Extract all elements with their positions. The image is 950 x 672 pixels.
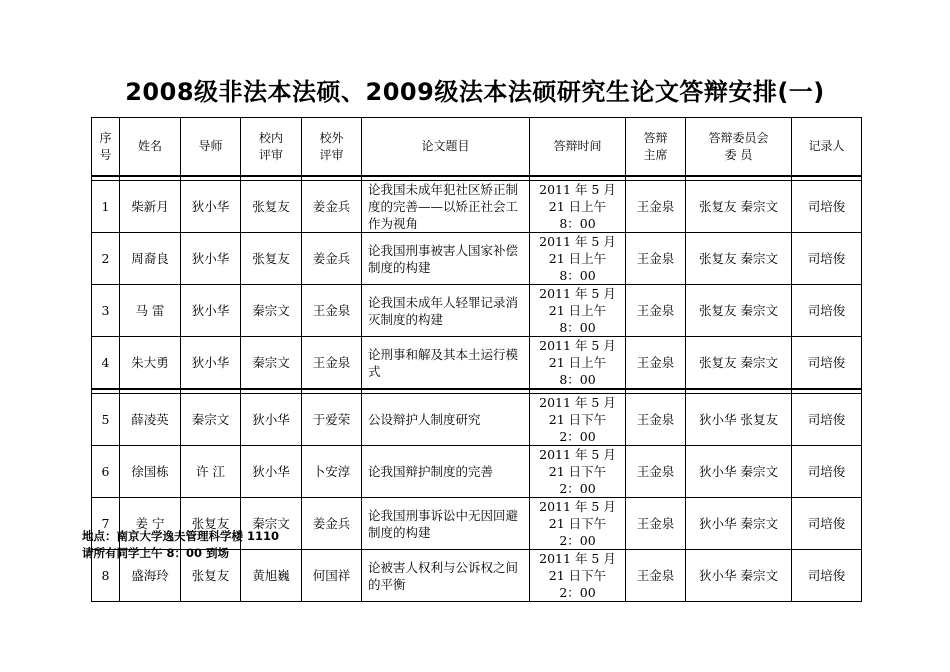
header-internal xyxy=(241,118,302,177)
cell-topic: 论我国刑事被害人国家补偿制度的构建 xyxy=(362,233,530,285)
cell-no: 2 xyxy=(92,233,120,285)
cell-advisor: 许 江 xyxy=(181,446,241,498)
cell-name: 朱大勇 xyxy=(120,337,181,390)
cell-committee: 张复友 秦宗文 xyxy=(686,181,792,233)
footer-note: 请所有同学上午 8：00 到场 xyxy=(82,546,230,560)
cell-internal: 秦宗文 xyxy=(241,498,302,550)
cell-external: 王金泉 xyxy=(302,337,362,390)
cell-topic: 公设辩护人制度研究 xyxy=(362,394,530,446)
cell-external: 姜金兵 xyxy=(302,181,362,233)
cell-time: 2011 年 5 月 21 日下午 2：00 xyxy=(530,394,626,446)
cell-no: 8 xyxy=(92,550,120,602)
cell-advisor: 狄小华 xyxy=(181,337,241,390)
footer-location: 地点：南京大学逸夫管理科学楼 1110 xyxy=(82,529,280,543)
cell-recorder: 司培俊 xyxy=(792,498,862,550)
cell-time: 2011 年 5 月 21 日下午 2：00 xyxy=(530,446,626,498)
cell-external: 卜安淳 xyxy=(302,446,362,498)
cell-recorder: 司培俊 xyxy=(792,550,862,602)
cell-no: 1 xyxy=(92,181,120,233)
cell-recorder: 司培俊 xyxy=(792,233,862,285)
page-title: 2008级非法本法硕、2009级法本法硕研究生论文答辩安排(一) xyxy=(125,78,825,106)
cell-external: 姜金兵 xyxy=(302,233,362,285)
cell-recorder: 司培俊 xyxy=(792,181,862,233)
cell-committee: 狄小华 秦宗文 xyxy=(686,498,792,550)
cell-topic: 论被害人权利与公诉权之间的平衡 xyxy=(362,550,530,602)
header-time: 答辩时间 xyxy=(530,118,626,177)
cell-chair: 王金泉 xyxy=(626,446,686,498)
cell-chair: 王金泉 xyxy=(626,394,686,446)
cell-name: 盛海玲 xyxy=(120,550,181,602)
cell-recorder: 司培俊 xyxy=(792,394,862,446)
cell-name: 柴新月 xyxy=(120,181,181,233)
cell-chair: 王金泉 xyxy=(626,285,686,337)
cell-no: 6 xyxy=(92,446,120,498)
cell-committee: 狄小华 秦宗文 xyxy=(686,446,792,498)
header-topic: 论文题目 xyxy=(362,118,530,177)
cell-no: 4 xyxy=(92,337,120,390)
cell-internal: 秦宗文 xyxy=(241,337,302,390)
cell-time: 2011 年 5 月 21 日上午 8：00 xyxy=(530,233,626,285)
cell-name: 薛凌英 xyxy=(120,394,181,446)
cell-advisor: 张复友 xyxy=(181,550,241,602)
cell-time: 2011 年 5 月 21 日上午 8：00 xyxy=(530,337,626,390)
cell-chair: 王金泉 xyxy=(626,233,686,285)
cell-advisor: 秦宗文 xyxy=(181,394,241,446)
cell-time: 2011 年 5 月 21 日上午 8：00 xyxy=(530,181,626,233)
cell-committee: 张复友 秦宗文 xyxy=(686,285,792,337)
header-committee xyxy=(686,118,792,177)
cell-internal: 张复友 xyxy=(241,181,302,233)
cell-name: 周裔良 xyxy=(120,233,181,285)
cell-advisor: 狄小华 xyxy=(181,285,241,337)
table-row xyxy=(92,285,862,337)
cell-recorder: 司培俊 xyxy=(792,446,862,498)
cell-committee: 张复友 秦宗文 xyxy=(686,337,792,390)
table-row xyxy=(92,233,862,285)
header-name: 姓名 xyxy=(120,118,181,177)
cell-advisor: 狄小华 xyxy=(181,181,241,233)
cell-time: 2011 年 5 月 21 日下午 2：00 xyxy=(530,550,626,602)
cell-committee: 张复友 秦宗文 xyxy=(686,233,792,285)
cell-name: 徐国栋 xyxy=(120,446,181,498)
cell-advisor: 张复友 xyxy=(181,498,241,550)
cell-no: 3 xyxy=(92,285,120,337)
header-row xyxy=(92,118,862,177)
cell-topic: 论我国刑事诉讼中无因回避制度的构建 xyxy=(362,498,530,550)
header-chair-text: 答辩 主席 xyxy=(643,130,668,162)
header-external-text: 校外 评审 xyxy=(319,130,344,162)
cell-topic: 论我国未成年人轻罪记录消灭制度的构建 xyxy=(362,285,530,337)
cell-external: 于爱荣 xyxy=(302,394,362,446)
cell-recorder: 司培俊 xyxy=(792,285,862,337)
header-no xyxy=(92,118,120,177)
cell-time: 2011 年 5 月 21 日上午 8：00 xyxy=(530,285,626,337)
cell-no: 5 xyxy=(92,394,120,446)
header-external xyxy=(302,118,362,177)
cell-topic: 论我国辩护制度的完善 xyxy=(362,446,530,498)
header-recorder: 记录人 xyxy=(792,118,862,177)
cell-topic: 论刑事和解及其本土运行模式 xyxy=(362,337,530,390)
header-no-text: 序 号 xyxy=(99,130,112,162)
table-row xyxy=(92,337,862,390)
cell-chair: 王金泉 xyxy=(626,181,686,233)
cell-topic: 论我国未成年犯社区矫正制度的完善——以矫正社会工作为视角 xyxy=(362,181,530,233)
cell-advisor: 狄小华 xyxy=(181,233,241,285)
header-committee-text: 答辩委员会 委 员 xyxy=(708,130,769,162)
cell-internal: 张复友 xyxy=(241,233,302,285)
cell-chair: 王金泉 xyxy=(626,337,686,390)
cell-chair: 王金泉 xyxy=(626,550,686,602)
cell-recorder: 司培俊 xyxy=(792,337,862,390)
cell-external: 姜金兵 xyxy=(302,498,362,550)
header-advisor: 导师 xyxy=(181,118,241,177)
header-chair xyxy=(626,118,686,177)
cell-committee: 狄小华 秦宗文 xyxy=(686,550,792,602)
cell-no: 7 xyxy=(92,498,120,550)
cell-name: 姜 宁 xyxy=(120,498,181,550)
cell-name: 马 雷 xyxy=(120,285,181,337)
cell-external: 何国祥 xyxy=(302,550,362,602)
cell-internal: 秦宗文 xyxy=(241,285,302,337)
cell-committee: 狄小华 张复友 xyxy=(686,394,792,446)
cell-chair: 王金泉 xyxy=(626,498,686,550)
cell-time: 2011 年 5 月 21 日下午 2：00 xyxy=(530,498,626,550)
cell-internal: 黄旭巍 xyxy=(241,550,302,602)
table-row xyxy=(92,181,862,233)
table-row xyxy=(92,446,862,498)
cell-external: 王金泉 xyxy=(302,285,362,337)
cell-internal: 狄小华 xyxy=(241,394,302,446)
table-row xyxy=(92,394,862,446)
header-internal-text: 校内 评审 xyxy=(258,130,283,162)
cell-internal: 狄小华 xyxy=(241,446,302,498)
